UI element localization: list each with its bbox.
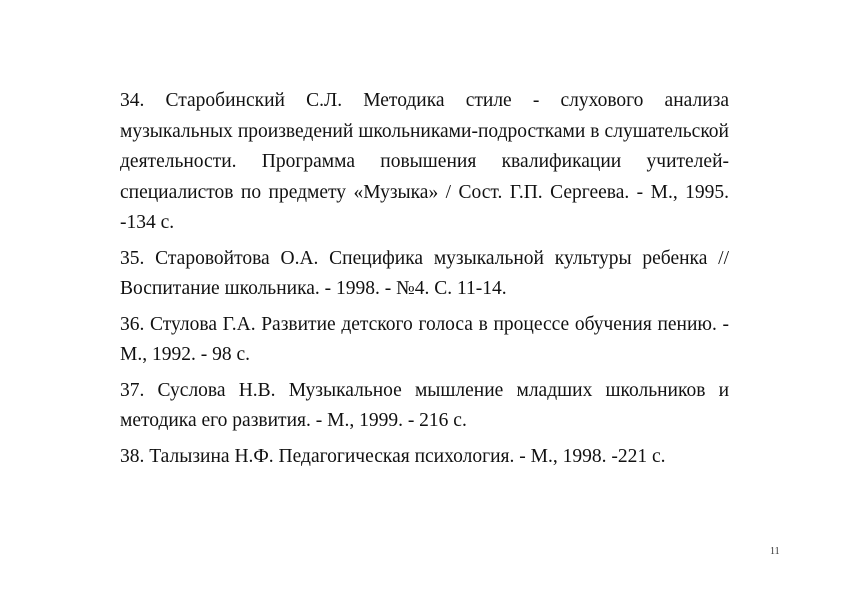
- reference-item-35: 35. Старовойтова О.А. Специфика музыкальной культуры ребенка // Воспитание школьника. - 1998. - №4. С. 11-14.: [120, 247, 729, 299]
- reference-list: [120, 86, 729, 477]
- page-number: 11: [770, 546, 780, 557]
- reference-item-34: 34. Старобинский С.Л. Методика стиле - слухового анализа музыкальных произведений школьниками-подростками в слушательской деятельности. Программа повышения квалификации учителей-специалистов по предмету «Музыка» / Сост. Г.П. Сергеева. - М., 1995. -134 с.: [120, 90, 729, 233]
- reference-item-38: 38. Талызина Н.Ф. Педагогическая психология. - М., 1998. -221 с.: [120, 445, 666, 467]
- reference-item-37: 37. Суслова Н.В. Музыкальное мышление младших школьников и методика его развития. - М., 1999. - 216 с.: [120, 379, 729, 431]
- reference-item-36: 36. Стулова Г.А. Развитие детского голоса в процессе обучения пению. - М., 1992. - 98 с.: [120, 313, 729, 365]
